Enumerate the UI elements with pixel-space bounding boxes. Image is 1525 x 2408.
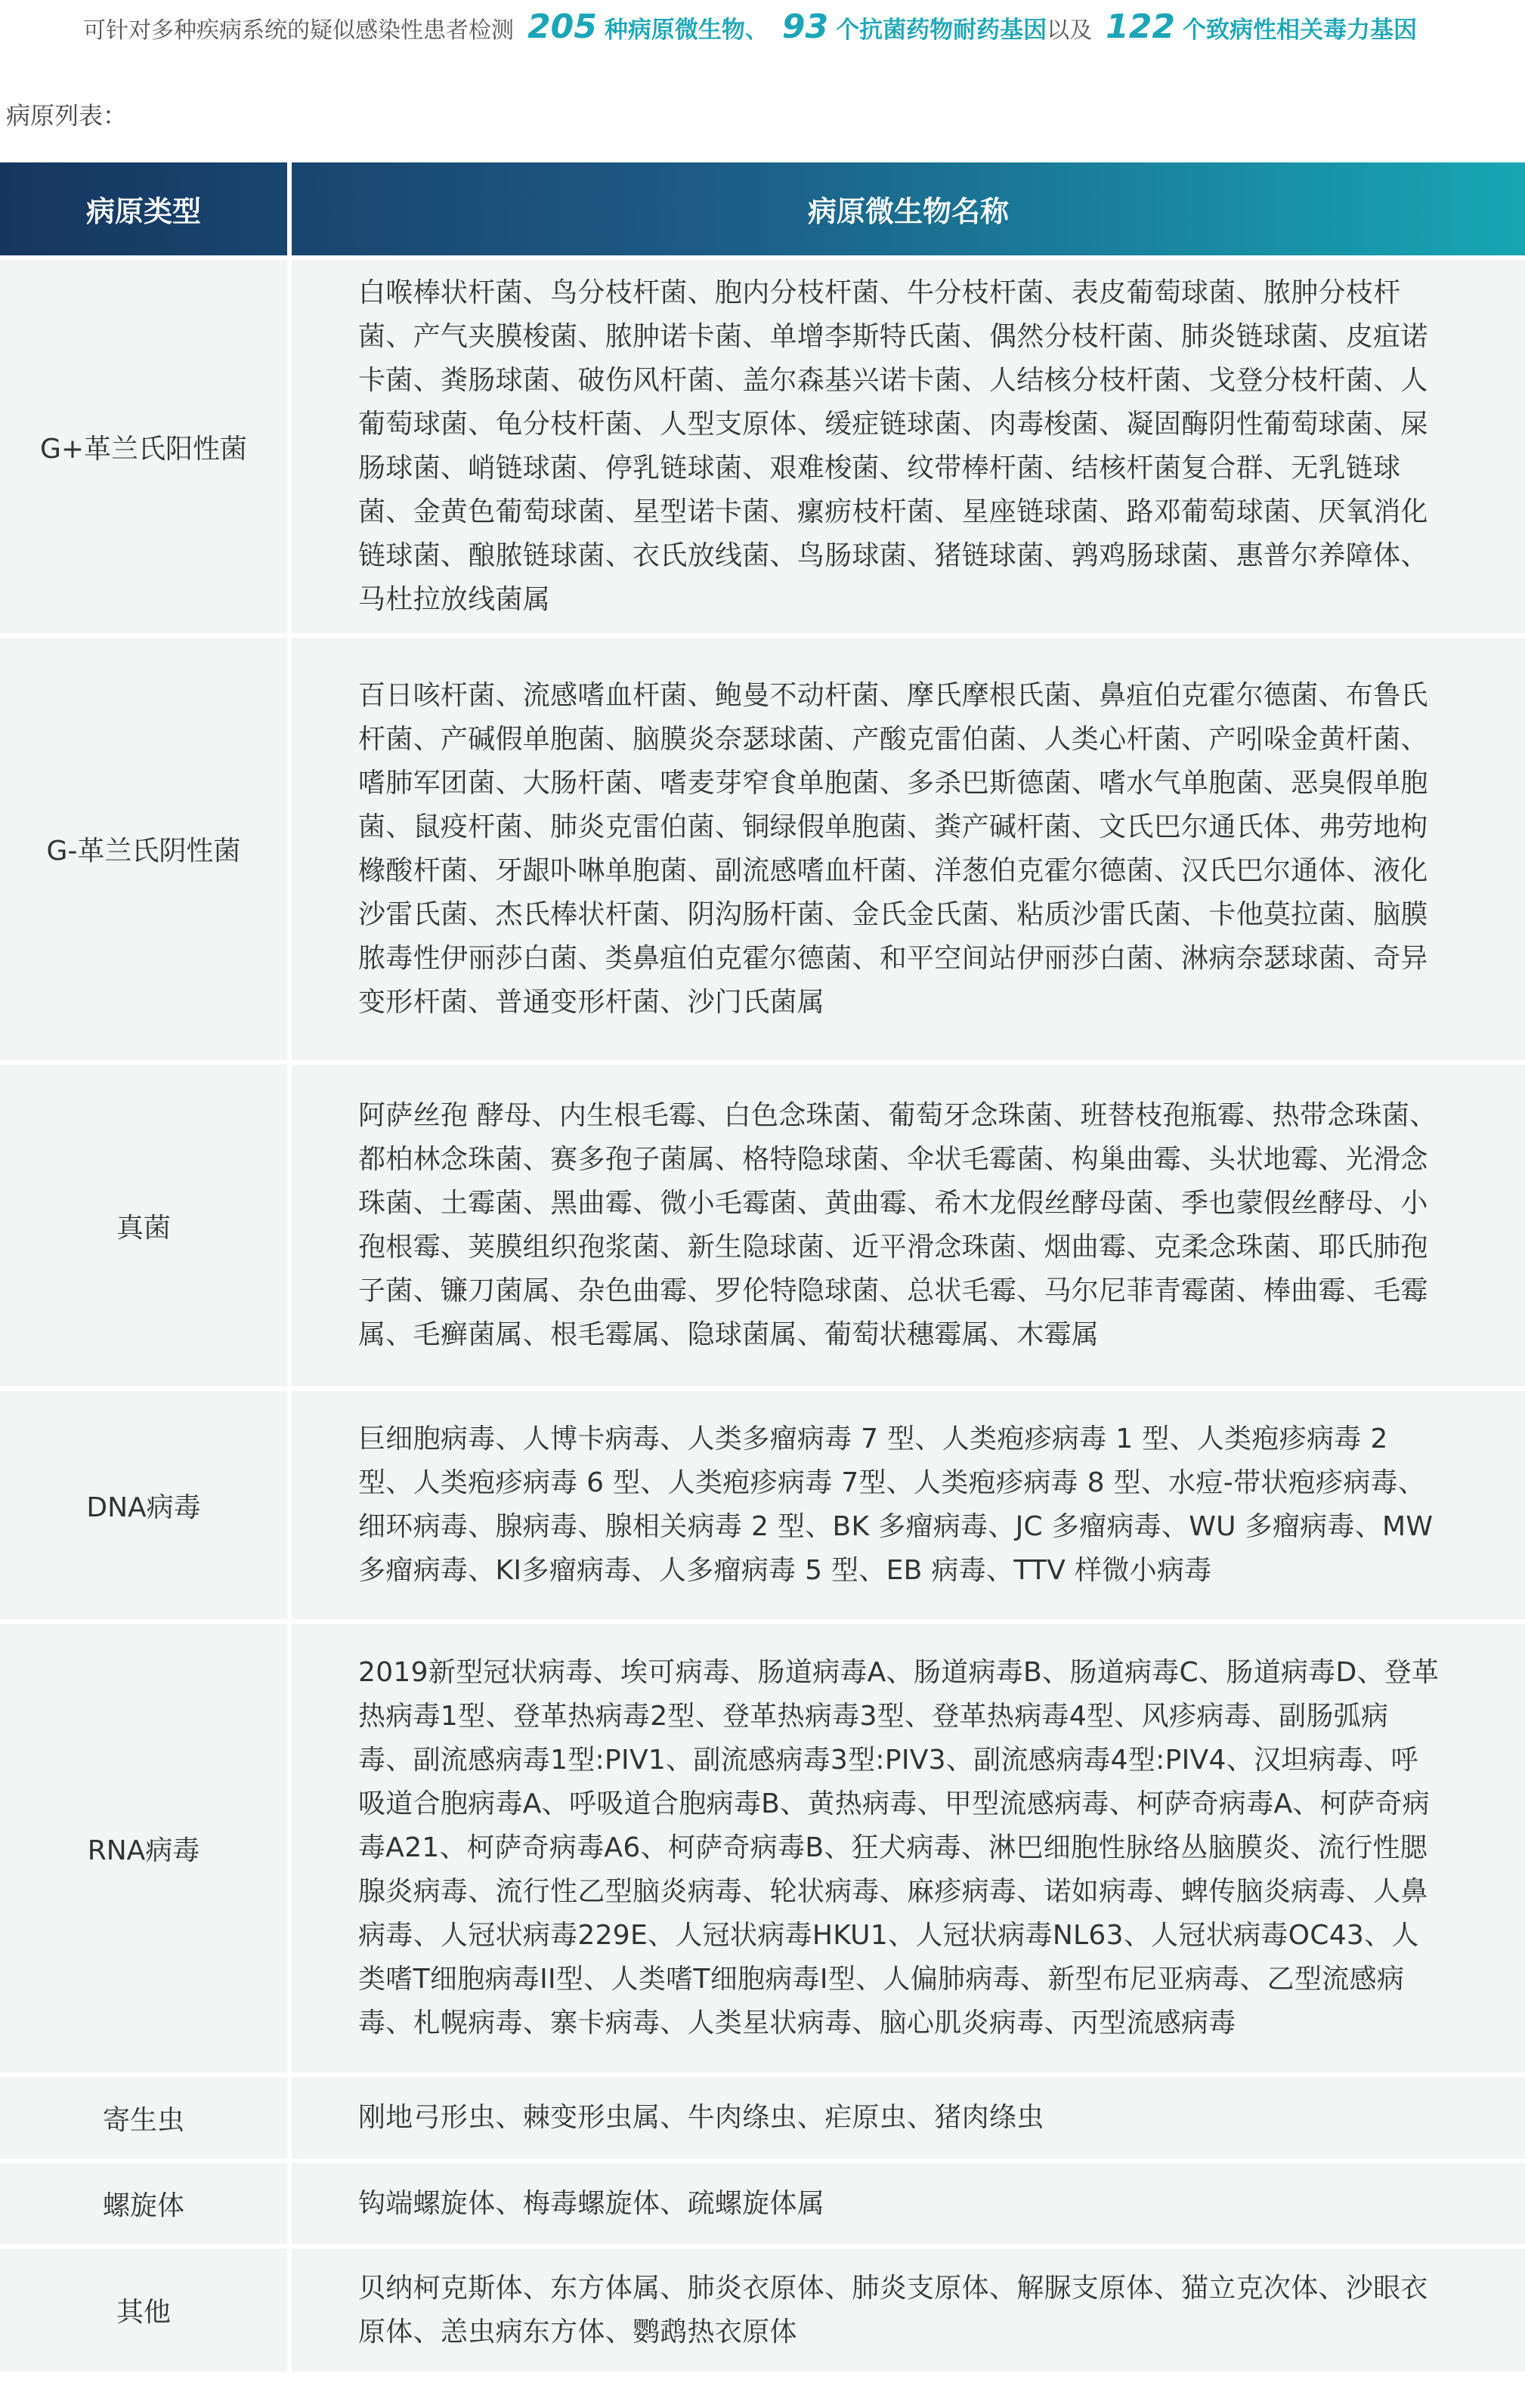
pathogen-list-caption: 病原列表： <box>6 101 128 130</box>
type-cell: G-革兰氏阴性菌 <box>0 638 292 1060</box>
type-cell: G+革兰氏阳性菌 <box>0 260 292 633</box>
header-pathogen-names: 病原微生物名称 <box>807 195 1009 228</box>
intro-text: 可针对多种疾病系统的疑似感染性患者检测 <box>83 17 514 44</box>
pathogen-table <box>0 162 1525 2372</box>
names-text: 贝纳柯克斯体、东方体属、肺炎衣原体、肺炎支原体、解脲支原体、猫立克次体、沙眼衣原体、恙虫病东方体、鹦鹉热衣原体 <box>358 2272 1428 2348</box>
type-cell: 真菌 <box>0 1065 292 1386</box>
names-cell <box>292 2163 1525 2244</box>
table-row-fungi <box>0 1060 1525 1386</box>
type-cell: 螺旋体 <box>0 2163 292 2244</box>
table-row-dna-virus <box>0 1386 1525 1619</box>
names-cell <box>292 638 1525 1060</box>
table-header <box>0 162 1525 255</box>
type-cell: 其他 <box>0 2249 292 2372</box>
intro-connector: 以及 <box>1047 17 1093 44</box>
virulence-gene-count: 122 <box>1106 8 1175 46</box>
names-text: 白喉棒状杆菌、鸟分枝杆菌、胞内分枝杆菌、牛分枝杆菌、表皮葡萄球菌、脓肿分枝杆菌、产气夹膜梭菌、脓肿诺卡菌、单增李斯特氏菌、偶然分枝杆菌、肺炎链球菌、皮疽诺卡菌、粪肠球菌、破伤风杆菌、盖尔森基兴诺卡菌、人结核分枝杆菌、戈登分枝杆菌、人葡萄球菌、龟分枝杆菌、人型支原体、缓症链球菌、肉毒梭菌、凝固酶阴性葡萄球菌、屎肠球菌、峭链球菌、停乳链球菌、艰难梭菌、纹带棒杆菌、结核杆菌复合群、无乳链球菌、金黄色葡萄球菌、星型诺卡菌、瘰疬枝杆菌、星座链球菌、路邓葡萄球菌、厌氧消化链球菌、酿脓链球菌、衣氏放线菌、鸟肠球菌、猪链球菌、鹑鸡肠球菌、惠普尔养障体、马杜拉放线菌属 <box>358 277 1428 615</box>
names-text: 刚地弓形虫、棘变形虫属、牛肉绦虫、疟原虫、猪肉绦虫 <box>358 2102 1044 2133</box>
resistance-gene-count: 93 <box>781 8 829 46</box>
table-row-rna-virus <box>0 1619 1525 2073</box>
header-pathogen-type: 病原类型 <box>0 162 292 255</box>
table-row-spirochete <box>0 2159 1525 2244</box>
pathogen-count: 205 <box>527 8 597 46</box>
table-row-gram-positive <box>0 255 1525 633</box>
type-cell: RNA病毒 <box>0 1624 292 2073</box>
names-cell <box>292 1065 1525 1386</box>
table-row-parasite <box>0 2073 1525 2159</box>
names-cell <box>292 260 1525 633</box>
names-text: 巨细胞病毒、人博卡病毒、人类多瘤病毒 7 型、人类疱疹病毒 1 型、人类疱疹病毒 2型、人类疱疹病毒 6 型、人类疱疹病毒 7型、人类疱疹病毒 8 型、水痘-带状疱疹病毒、细环病毒、腺病毒、腺相关病毒 2 型、BK 多瘤病毒、JC 多瘤病毒、WU 多瘤病毒、MW 多瘤病毒、KI多瘤病毒、人多瘤病毒 5 型、EB 病毒、TTV 样微小病毒 <box>358 1423 1434 1586</box>
names-cell <box>292 2077 1525 2159</box>
type-cell: 寄生虫 <box>0 2077 292 2159</box>
resistance-gene-label: 个抗菌药物耐药基因 <box>836 17 1047 44</box>
names-cell <box>292 1624 1525 2073</box>
names-text: 阿萨丝孢 酵母、内生根毛霉、白色念珠菌、葡萄牙念珠菌、班替枝孢瓶霉、热带念珠菌、都柏林念珠菌、赛多孢子菌属、格特隐球菌、伞状毛霉菌、构巢曲霉、头状地霉、光滑念珠菌、土霉菌、黑曲霉、微小毛霉菌、黄曲霉、希木龙假丝酵母菌、季也蒙假丝酵母、小孢根霉、荚膜组织孢浆菌、新生隐球菌、近平滑念珠菌、烟曲霉、克柔念珠菌、耶氏肺孢子菌、镰刀菌属、杂色曲霉、罗伦特隐球菌、总状毛霉、马尔尼菲青霉菌、棒曲霉、毛霉属、毛癣菌属、根毛霉属、隐球菌属、葡萄状穗霉属、木霉属 <box>358 1100 1437 1350</box>
names-text: 百日咳杆菌、流感嗜血杆菌、鲍曼不动杆菌、摩氏摩根氏菌、鼻疽伯克霍尔德菌、布鲁氏杆菌、产碱假单胞菌、脑膜炎奈瑟球菌、产酸克雷伯菌、人类心杆菌、产吲哚金黄杆菌、嗜肺军团菌、大肠杆菌、嗜麦芽窄食单胞菌、多杀巴斯德菌、嗜水气单胞菌、恶臭假单胞菌、鼠疫杆菌、肺炎克雷伯菌、铜绿假单胞菌、粪产碱杆菌、文氏巴尔通氏体、弗劳地枸橼酸杆菌、牙龈卟啉单胞菌、副流感嗜血杆菌、洋葱伯克霍尔德菌、汉氏巴尔通体、液化沙雷氏菌、杰氏棒状杆菌、阴沟肠杆菌、金氏金氏菌、粘质沙雷氏菌、卡他莫拉菌、脑膜脓毒性伊丽莎白菌、类鼻疽伯克霍尔德菌、和平空间站伊丽莎白菌、淋病奈瑟球菌、奇异变形杆菌、普通变形杆菌、沙门氏菌属 <box>358 679 1428 1018</box>
names-cell <box>292 1391 1525 1619</box>
pathogen-label: 种病原微生物、 <box>604 17 769 44</box>
names-text: 2019新型冠状病毒、埃可病毒、肠道病毒A、肠道病毒B、肠道病毒C、肠道病毒D、登革热病毒1型、登革热病毒2型、登革热病毒3型、登革热病毒4型、风疹病毒、副肠弧病毒、副流感病毒1型:PIV1、副流感病毒3型:PIV3、副流感病毒4型:PIV4、汉坦病毒、呼吸道合胞病毒A、呼吸道合胞病毒B、黄热病毒、甲型流感病毒、柯萨奇病毒A、柯萨奇病毒A21、柯萨奇病毒A6、柯萨奇病毒B、狂犬病毒、淋巴细胞性脉络丛脑膜炎、流行性腮腺炎病毒、流行性乙型脑炎病毒、轮状病毒、麻疹病毒、诺如病毒、蜱传脑炎病毒、人鼻病毒、人冠状病毒229E、人冠状病毒HKU1、人冠状病毒NL63、人冠状病毒OC43、人类嗜T细胞病毒II型、人类嗜T细胞病毒I型、人偏肺病毒、新型布尼亚病毒、乙型流感病毒、札幌病毒、寨卡病毒、人类星状病毒、脑心肌炎病毒、丙型流感病毒 <box>358 1657 1440 2039</box>
virulence-gene-label: 个致病性相关毒力基因 <box>1182 17 1417 44</box>
table-row-gram-negative <box>0 633 1525 1060</box>
table-row-other <box>0 2244 1525 2372</box>
type-cell: DNA病毒 <box>0 1391 292 1619</box>
names-cell <box>292 2249 1525 2372</box>
intro-line <box>83 5 1519 50</box>
names-text: 钩端螺旋体、梅毒螺旋体、疏螺旋体属 <box>358 2187 825 2219</box>
